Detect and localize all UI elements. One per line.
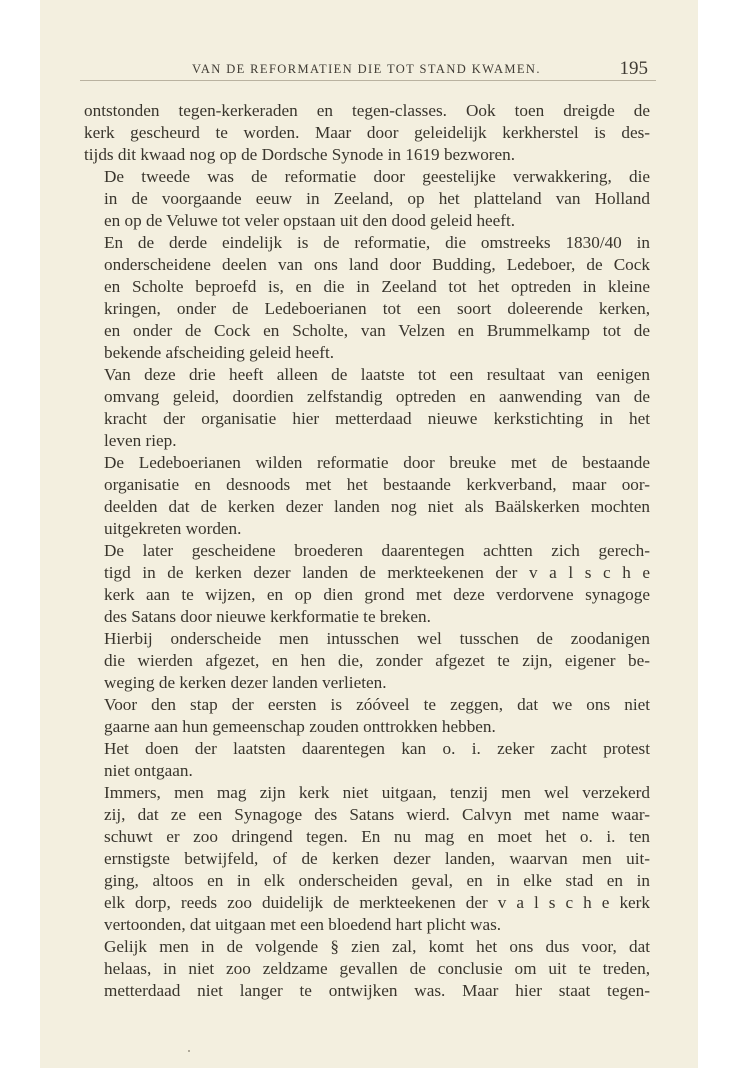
- text-line: elk dorp, reeds zoo duidelijk de merkteekenen der v a l s c h e kerk: [104, 893, 650, 912]
- text-line: deelden dat de kerken dezer landen nog niet als Baälskerken mochten: [104, 497, 650, 516]
- text-line: uitgekreten worden.: [104, 519, 242, 538]
- header-rule: [80, 80, 656, 81]
- text-line: Immers, men mag zijn kerk niet uitgaan, tenzij men wel verzekerd: [104, 783, 650, 802]
- page-number: 195: [619, 58, 648, 79]
- text-line: helaas, in niet zoo zeldzame gevallen de conclusie om uit te treden,: [104, 959, 650, 978]
- text-line: bekende afscheiding geleid heeft.: [104, 343, 335, 362]
- text-line: kerk aan te wijzen, en op dien grond met deze verdorvene synagoge: [104, 585, 650, 604]
- text-line: En de derde eindelijk is de reformatie, die omstreeks 1830/40 in: [104, 233, 650, 252]
- text-line: vertoonden, dat uitgaan met een bloedend hart plicht was.: [104, 915, 502, 934]
- text-line: in de voorgaande eeuw in Zeeland, op het platteland van Holland: [104, 189, 650, 208]
- text-line: De later gescheidene broederen daarentegen achtten zich gerech-: [104, 541, 650, 560]
- paragraph: [84, 232, 650, 364]
- text-line: kringen, onder de Ledeboerianen tot een soort doleerende kerken,: [104, 299, 650, 318]
- text-line: omvang geleid, doordien zelfstandig optreden en aanwending van de: [104, 387, 650, 406]
- text-line: Gelijk men in de volgende § zien zal, komt het ons dus voor, dat: [104, 937, 650, 956]
- text-line: ontstonden tegen-kerkeraden en tegen-classes. Ook toen dreigde de: [84, 101, 650, 120]
- text-line: des Satans door nieuwe kerkformatie te breken.: [104, 607, 431, 626]
- text-line: leven riep.: [104, 431, 177, 450]
- text-line: en op de Veluwe tot veler opstaan uit den dood geleid heeft.: [104, 211, 516, 230]
- text-line: tigd in de kerken dezer landen de merkteekenen der v a l s c h e: [104, 563, 650, 582]
- text-line: De Ledeboerianen wilden reformatie door breuke met de bestaande: [104, 453, 650, 472]
- paragraph: [84, 540, 650, 628]
- text-line: De tweede was de reformatie door geestelijke verwakkering, die: [104, 167, 650, 186]
- text-line: zij, dat ze een Synagoge des Satans wierd. Calvyn met name waar-: [104, 805, 650, 824]
- text-line: kerk gescheurd te worden. Maar door geleidelijk kerkherstel is des-: [84, 123, 650, 142]
- running-head-title: VAN DE REFORMATIEN DIE TOT STAND KWAMEN.: [192, 62, 541, 76]
- paragraph: [84, 782, 650, 936]
- text-line: die wierden afgezet, en hen die, zonder afgezet te zijn, eigener be-: [104, 651, 650, 670]
- text-line: en Scholte beproefd is, en die in Zeeland tot het optreden in kleine: [104, 277, 650, 296]
- text-line: ernstigste betwijfeld, of de kerken dezer landen, waarvan men uit-: [104, 849, 650, 868]
- book-page: [40, 0, 698, 1068]
- text-line: Hierbij onderscheide men intusschen wel tusschen de zoodanigen: [104, 629, 650, 648]
- text-line: organisatie en desnoods met het bestaande kerkverband, maar oor-: [104, 475, 650, 494]
- text-line: Van deze drie heeft alleen de laatste tot een resultaat van eenigen: [104, 365, 650, 384]
- text-line: kracht der organisatie hier metterdaad nieuwe kerkstichting in het: [104, 409, 650, 428]
- running-head: [84, 58, 648, 82]
- body-text: [84, 100, 650, 1002]
- text-line: Het doen der laatsten daarentegen kan o. i. zeker zacht protest: [104, 739, 650, 758]
- text-line: en onder de Cock en Scholte, van Velzen en Brummelkamp tot de: [104, 321, 650, 340]
- paragraph: [84, 694, 650, 738]
- paragraph: [84, 628, 650, 694]
- text-line: niet ontgaan.: [104, 761, 193, 780]
- text-line: metterdaad niet langer te ontwijken was. Maar hier staat tegen-: [104, 981, 650, 1000]
- text-line: ging, altoos en in elk onderscheiden geval, en in elke stad en in: [104, 871, 650, 890]
- paper-speck: [188, 1050, 190, 1052]
- paragraph: [84, 166, 650, 232]
- text-line: gaarne aan hun gemeenschap zouden onttrokken hebben.: [104, 717, 496, 736]
- paragraph: [84, 936, 650, 1002]
- paragraph: [84, 364, 650, 452]
- text-line: tijds dit kwaad nog op de Dordsche Synode in 1619 bezworen.: [84, 145, 516, 164]
- paragraph: [84, 452, 650, 540]
- text-line: Voor den stap der eersten is zóóveel te zeggen, dat we ons niet: [104, 695, 650, 714]
- text-line: schuwt er zoo dringend tegen. En nu mag en moet het o. i. ten: [104, 827, 650, 846]
- text-line: weging de kerken dezer landen verlieten.: [104, 673, 387, 692]
- paragraph: [84, 100, 650, 166]
- paragraph: [84, 738, 650, 782]
- text-line: onderscheidene deelen van ons land door Budding, Ledeboer, de Cock: [104, 255, 650, 274]
